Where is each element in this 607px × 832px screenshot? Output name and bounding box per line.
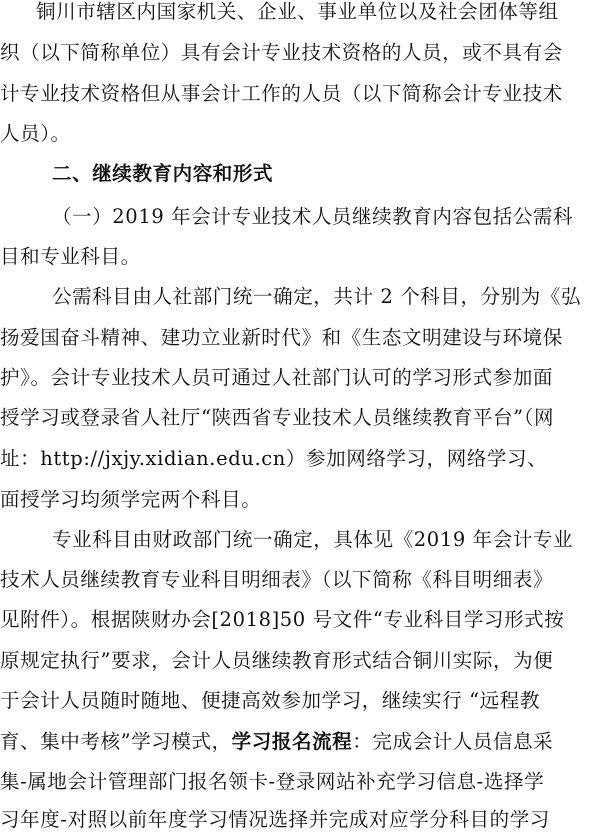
bold-label: 学习报名流程 — [231, 730, 353, 753]
section-heading: 二、继续教育内容和形式 — [52, 162, 274, 185]
text-line: 集-属地会计管理部门报名领卡-登录网站补充学习信息-选择学 — [0, 770, 545, 793]
text-line: 原规定执行”要求，会计人员继续教育形式结合铜川实际，为便 — [0, 649, 554, 672]
text-line — [0, 730, 607, 754]
text-line: 址：http://jxjy.xidian.edu.cn）参加网络学习，网络学习、 — [0, 447, 548, 470]
text-segment: ：完成会计人员信息采 — [352, 730, 554, 753]
text-line: 计专业技术资格但从事会计工作的人员（以下简称会计专业技术 — [0, 82, 563, 105]
text-line: 织（以下简称单位）具有会计专业技术资格的人员，或不具有会 — [0, 41, 563, 64]
text-line: 面授学习均须学完两个科目。 — [0, 488, 262, 511]
text-line: 见附件）。根据陕财办会[2018]50 号文件“专业科目学习形式按 — [0, 608, 565, 631]
text-line: 目和专业科目。 — [0, 245, 141, 268]
text-line: 公需科目由人社部门统一确定，共计 2 个科目，分别为《弘 — [52, 285, 582, 308]
text-line: 习年度-对照以前年度学习情况选择并完成对应学分科目的学习 — [0, 808, 550, 831]
text-line: 护》。会计专业技术人员可通过人社部门认可的学习形式参加面 — [0, 366, 554, 389]
text-line: 授学习或登录省人社厅“陕西省专业技术人员继续教育平台”（网 — [0, 406, 555, 429]
text-line: 技术人员继续教育专业科目明细表》（以下简称《科目明细表》 — [0, 568, 554, 591]
text-line: 铜川市辖区内国家机关、企业、事业单位以及社会团体等组 — [36, 0, 559, 23]
text-line: 于会计人员随时随地、便捷高效参加学习，继续实行 “远程教 — [0, 689, 540, 712]
text-segment: 育、集中考核”学习模式， — [0, 730, 232, 753]
text-line: 专业科目由财政部门统一确定，具体见《2019 年会计专业 — [52, 528, 574, 551]
text-line: 扬爱国奋斗精神、建功立业新时代》和《生态文明建设与环境保 — [0, 326, 563, 349]
text-line: （一）2019 年会计专业技术人员继续教育内容包括公需科 — [52, 205, 574, 228]
text-line: 人员）。 — [0, 122, 71, 145]
